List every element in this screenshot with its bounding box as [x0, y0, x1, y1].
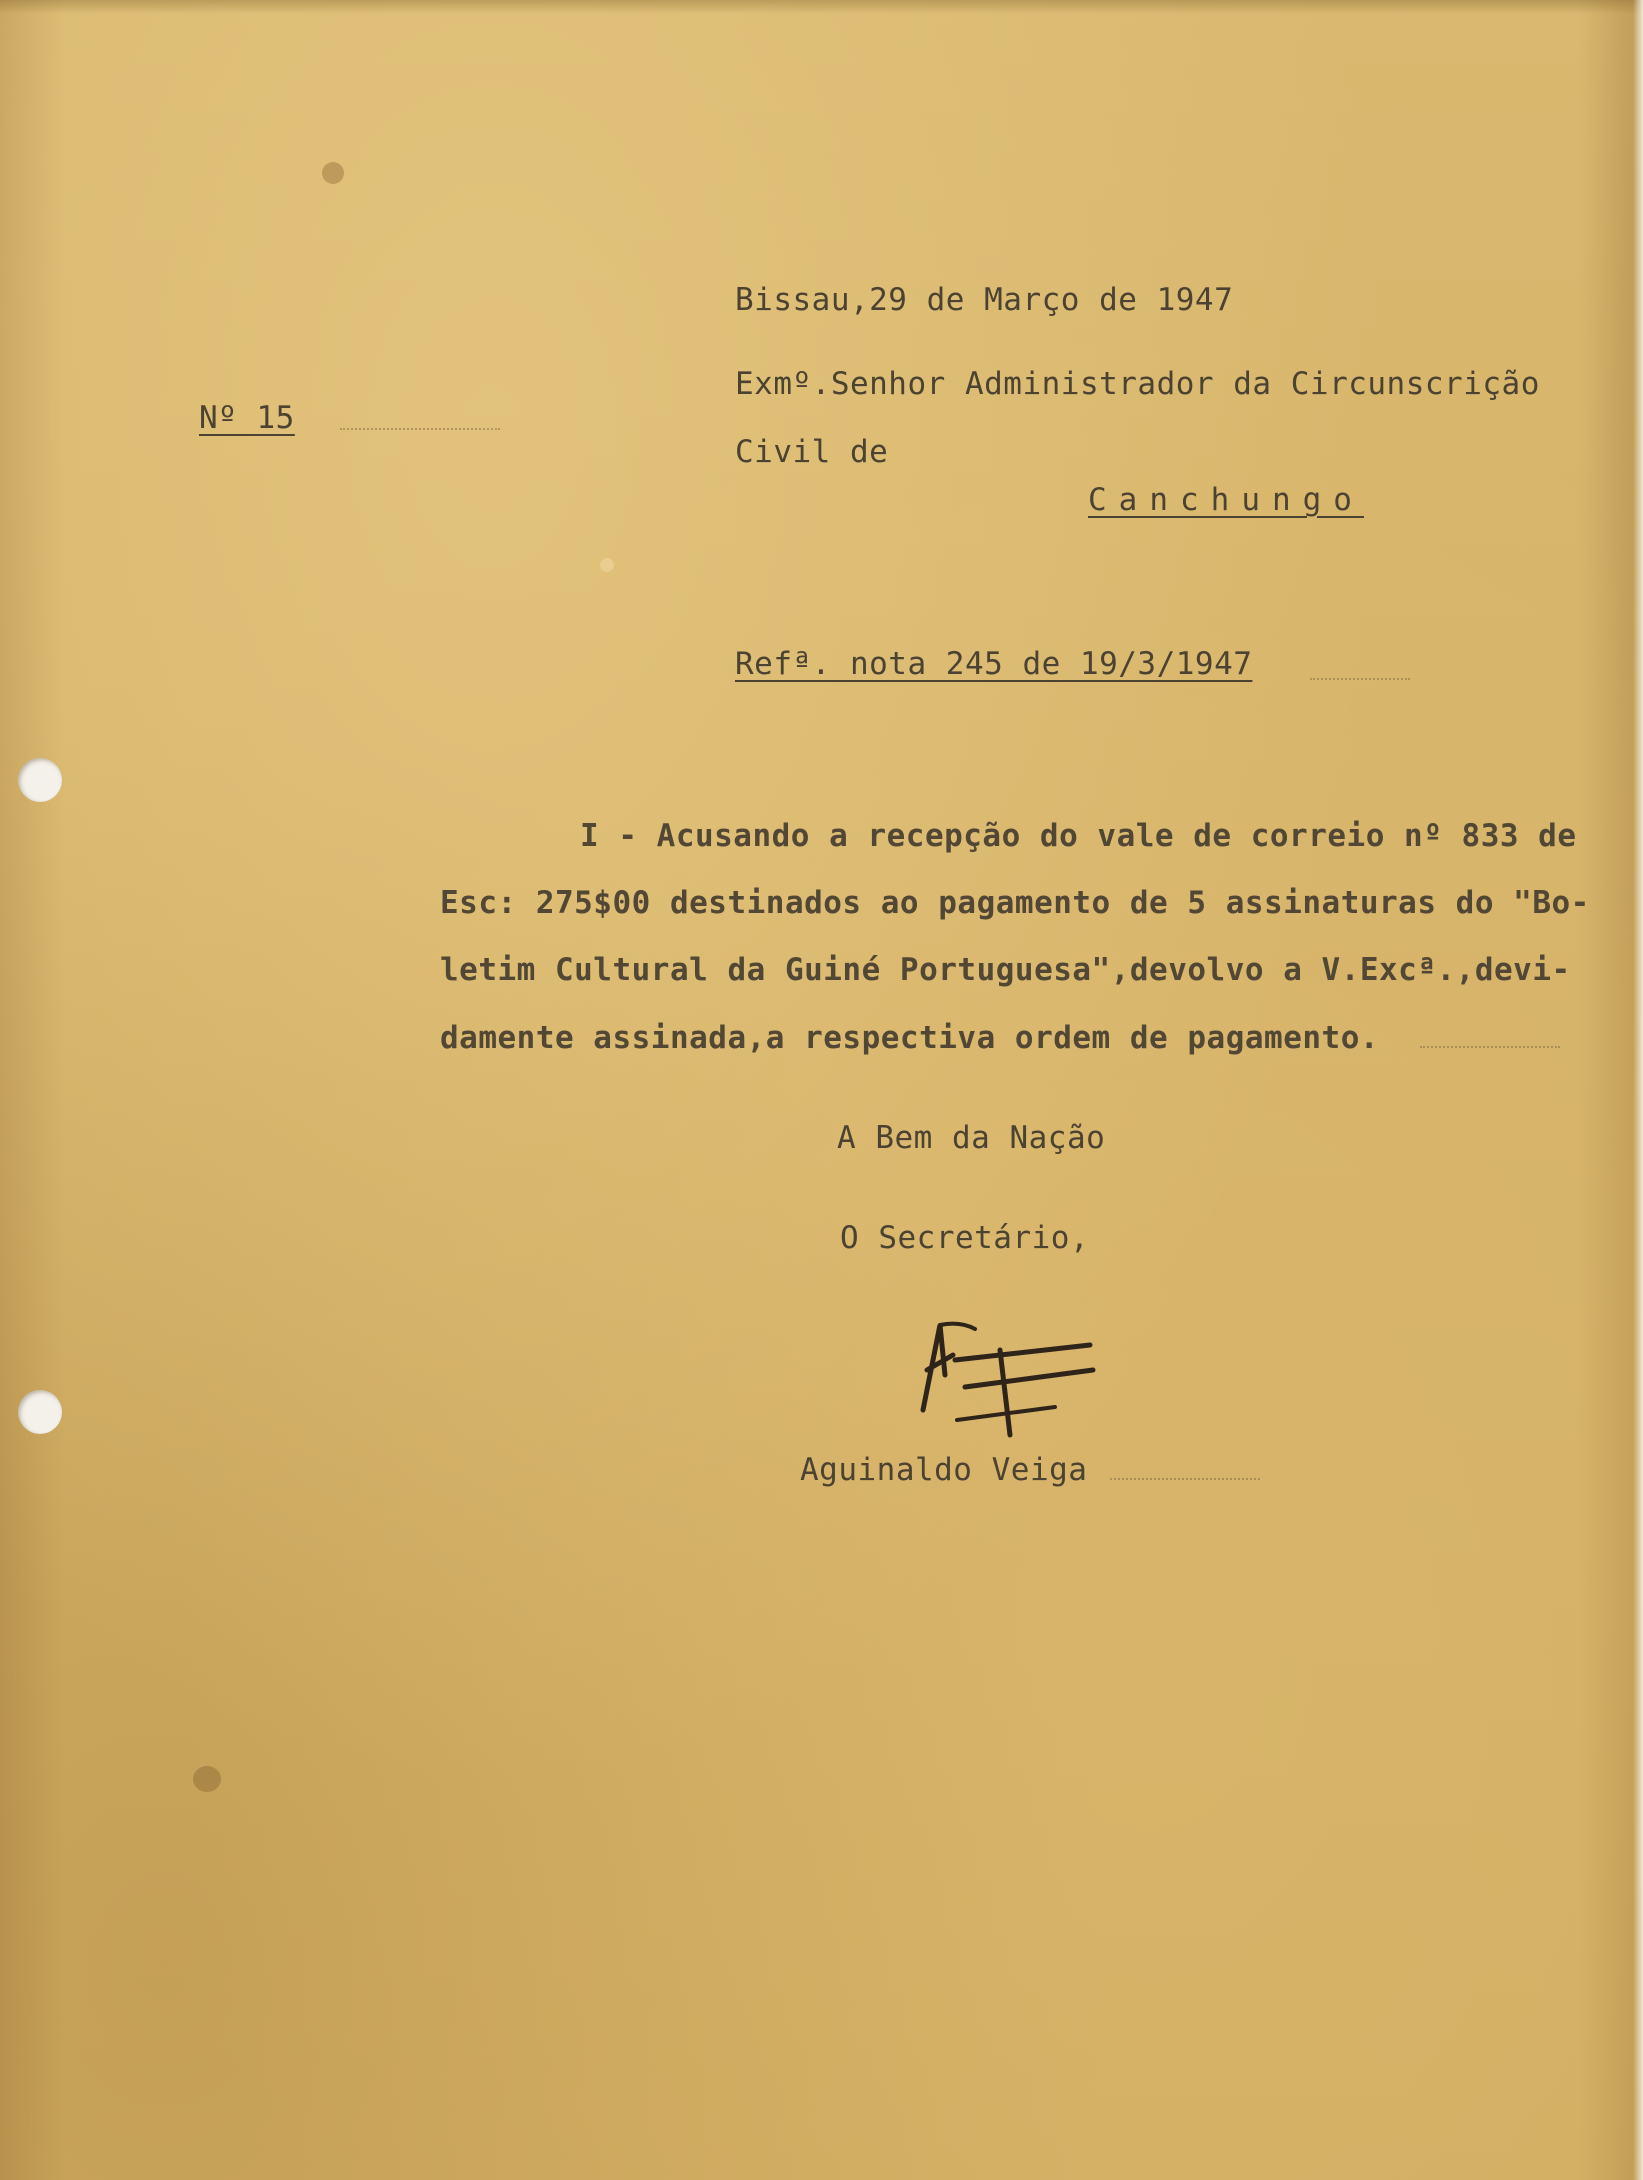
signer-title: O Secretário, [840, 1220, 1090, 1256]
body-dotted-line [1420, 1046, 1560, 1048]
punch-hole-top [18, 758, 62, 802]
handwritten-signature [905, 1315, 1105, 1440]
reference-line: Refª. nota 245 de 19/3/1947 [735, 646, 1253, 682]
number-dotted-line [340, 428, 500, 430]
body-line: letim Cultural da Guiné Portuguesa",devolvo a V.Excª.,devi- [440, 952, 1571, 988]
document-number: Nº 15 [199, 400, 295, 436]
paper-top-edge [0, 0, 1643, 14]
date-line: Bissau,29 de Março de 1947 [735, 282, 1234, 318]
paper-stain [600, 558, 614, 572]
paper-right-edge [1633, 0, 1643, 2180]
signatory-name: Aguinaldo Veiga [800, 1452, 1088, 1488]
paper-stain [322, 162, 344, 184]
addressee-line-2: Civil de [735, 434, 889, 470]
punch-hole-bottom [18, 1390, 62, 1434]
closing-line: A Bem da Nação [837, 1120, 1106, 1156]
signatory-dotted-line [1110, 1478, 1260, 1480]
body-line: I - Acusando a recepção do vale de correio nº 833 de [580, 818, 1577, 854]
body-line: Esc: 275$00 destinados ao pagamento de 5 assinaturas do "Bo- [440, 885, 1590, 921]
reference-dotted-line [1310, 678, 1410, 680]
addressee-line-1: Exmº.Senhor Administrador da Circunscrição [735, 366, 1540, 402]
place-name: Canchungo [1088, 482, 1364, 518]
paper-stain [193, 1766, 221, 1792]
body-line: damente assinada,a respectiva ordem de pagamento. [440, 1020, 1380, 1056]
